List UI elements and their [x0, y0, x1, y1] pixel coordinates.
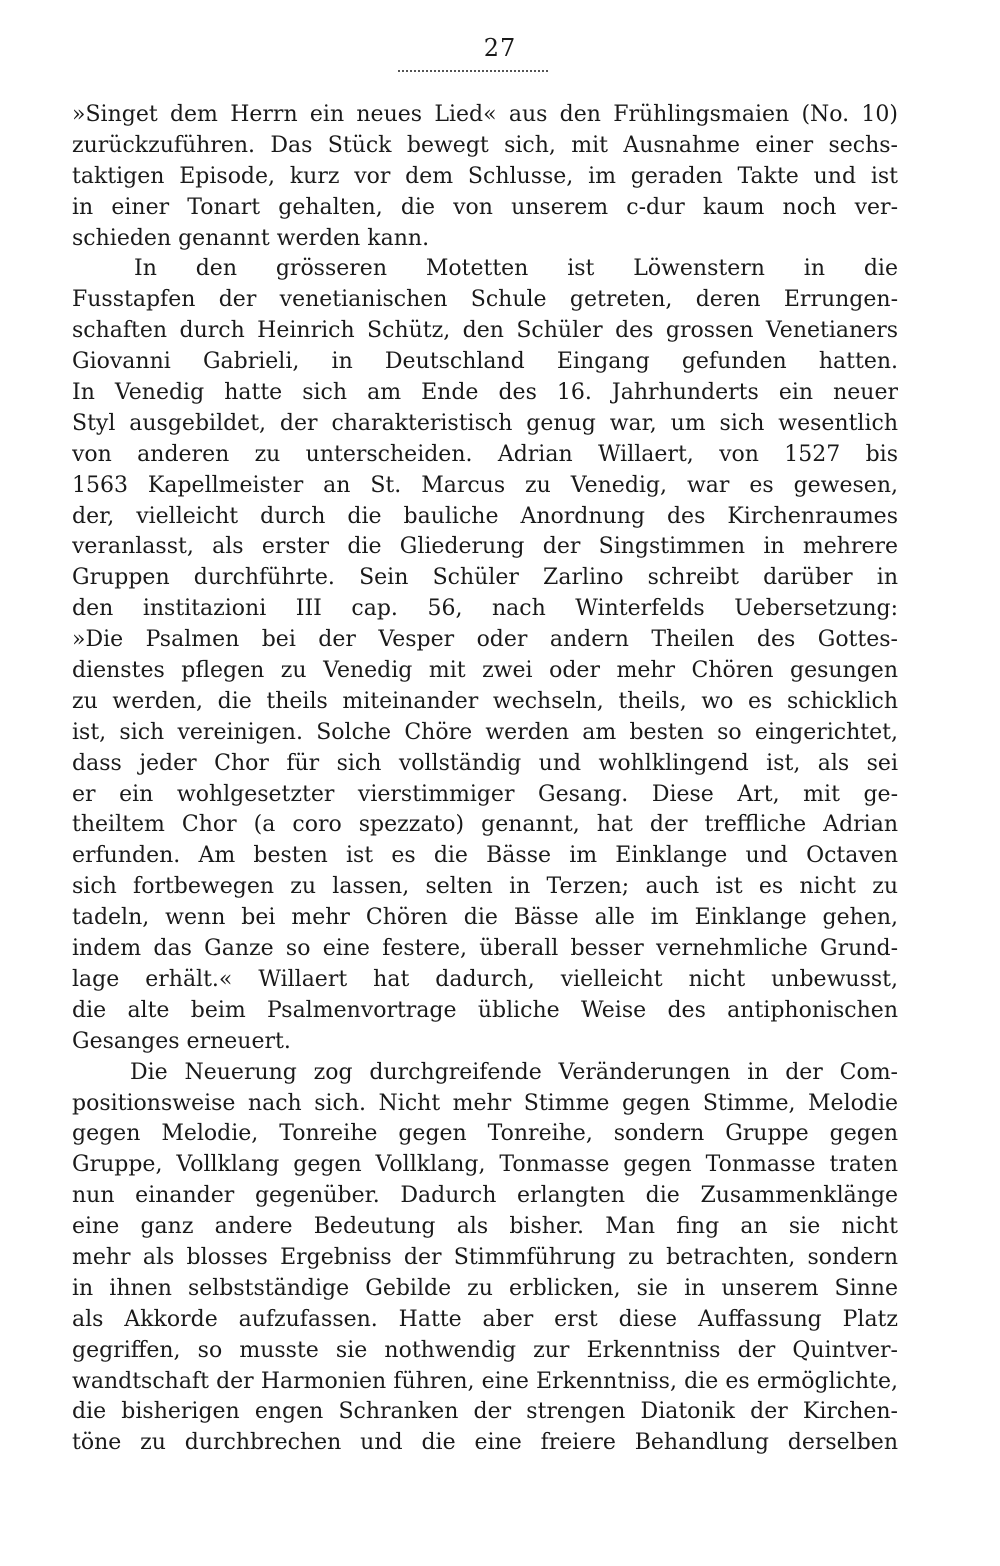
text-line: »Singet dem Herrn ein neues Lied« aus den Frühlingsmaien (No. 10)	[72, 102, 898, 127]
text-line: als Akkorde aufzufassen. Hatte aber erst diese Auffassung Platz	[72, 1306, 898, 1332]
text-line: indem das Ganze so eine festere, überall besser vernehmliche Grund-	[72, 936, 898, 962]
text-line: taktigen Episode, kurz vor dem Schlusse, im geraden Takte und ist	[72, 163, 898, 189]
text-line: gegriffen, so musste sie nothwendig zur Erkenntniss der Quintver-	[72, 1337, 898, 1363]
text-line: gegen Melodie, Tonreihe gegen Tonreihe, sondern Gruppe gegen	[72, 1121, 898, 1147]
text-line: in einer Tonart gehalten, die von unserem c-dur kaum noch ver-	[72, 194, 898, 220]
text-line: 1563 Kapellmeister an St. Marcus zu Venedig, war es gewesen,	[72, 472, 898, 498]
text-line: zurückzuführen. Das Stück bewegt sich, mit Ausnahme einer sechs-	[72, 132, 898, 158]
text-line: von anderen zu unterscheiden. Adrian Willaert, von 1527 bis	[72, 441, 898, 467]
text-line: Gesanges erneuert.	[72, 1028, 291, 1054]
text-line: schieden genannt werden kann.	[72, 225, 430, 251]
text-line: Die Neuerung zog durchgreifende Veränderungen in der Com-	[130, 1059, 898, 1085]
text-line: Giovanni Gabrieli, in Deutschland Eingang gefunden hatten.	[72, 349, 898, 375]
text-line: dienstes pflegen zu Venedig mit zwei oder mehr Chören gesungen	[72, 658, 898, 684]
paragraph-2	[72, 254, 898, 1057]
text-line: den institazioni III cap. 56, nach Winterfelds Uebersetzung:	[72, 596, 898, 622]
text-line: theiltem Chor (a coro spezzato) genannt, hat der treffliche Adrian	[72, 812, 898, 838]
text-line: positionsweise nach sich. Nicht mehr Stimme gegen Stimme, Melodie	[72, 1090, 898, 1116]
page-number: 27	[483, 34, 517, 62]
text-line: ist, sich vereinigen. Solche Chöre werden am besten so eingerichtet,	[72, 719, 898, 745]
text-line: töne zu durchbrechen und die eine freiere Behandlung derselben	[72, 1430, 898, 1456]
text-line: In den grösseren Motetten ist Löwenstern in die	[134, 256, 898, 282]
text-line: er ein wohlgesetzter vierstimmiger Gesang. Diese Art, mit ge-	[72, 781, 898, 807]
header-rule	[398, 70, 548, 72]
text-line: veranlasst, als erster die Gliederung der Singstimmen in mehrere	[72, 534, 898, 560]
text-line: In Venedig hatte sich am Ende des 16. Jahrhunderts ein neuer	[72, 380, 898, 406]
text-line: eine ganz andere Bedeutung als bisher. Man fing an sie nicht	[72, 1214, 898, 1240]
text-line: zu werden, die theils miteinander wechseln, theils, wo es schicklich	[72, 688, 898, 714]
text-line: die alte beim Psalmenvortrage übliche Weise des antiphonischen	[72, 997, 898, 1023]
text-line: erfunden. Am besten ist es die Bässe im Einklange und Octaven	[72, 843, 898, 869]
text-line: »Die Psalmen bei der Vesper oder andern Theilen des Gottes-	[72, 627, 898, 653]
text-line: Fusstapfen der venetianischen Schule getreten, deren Errungen-	[72, 287, 898, 313]
text-line: nun einander gegenüber. Dadurch erlangten die Zusammenklänge	[72, 1183, 898, 1209]
text-line: Styl ausgebildet, der charakteristisch genug war, um sich wesentlich	[72, 410, 898, 436]
paragraph-3	[72, 1058, 898, 1460]
text-line: lage erhält.« Willaert hat dadurch, vielleicht nicht unbewusst,	[72, 966, 898, 992]
text-line: Gruppen durchführte. Sein Schüler Zarlino schreibt darüber in	[72, 565, 898, 591]
body-text	[72, 100, 898, 1459]
text-line: schaften durch Heinrich Schütz, den Schüler des grossen Venetianers	[72, 318, 898, 344]
text-line: sich fortbewegen zu lassen, selten in Terzen; auch ist es nicht zu	[72, 874, 898, 900]
paragraph-1	[72, 100, 898, 254]
text-line: wandtschaft der Harmonien führen, eine Erkenntniss, die es ermöglichte,	[72, 1368, 898, 1394]
text-line: der, vielleicht durch die bauliche Anordnung des Kirchenraumes	[72, 503, 898, 529]
text-line: die bisherigen engen Schranken der strengen Diatonik der Kirchen-	[72, 1399, 898, 1425]
text-line: Gruppe, Vollklang gegen Vollklang, Tonmasse gegen Tonmasse traten	[72, 1152, 898, 1178]
text-line: mehr als blosses Ergebniss der Stimmführung zu betrachten, sondern	[72, 1244, 898, 1270]
text-line: in ihnen selbstständige Gebilde zu erblicken, sie in unserem Sinne	[72, 1275, 898, 1301]
text-line: tadeln, wenn bei mehr Chören die Bässe alle im Einklange gehen,	[72, 905, 898, 931]
text-line: dass jeder Chor für sich vollständig und wohlklingend ist, als sei	[72, 750, 898, 776]
